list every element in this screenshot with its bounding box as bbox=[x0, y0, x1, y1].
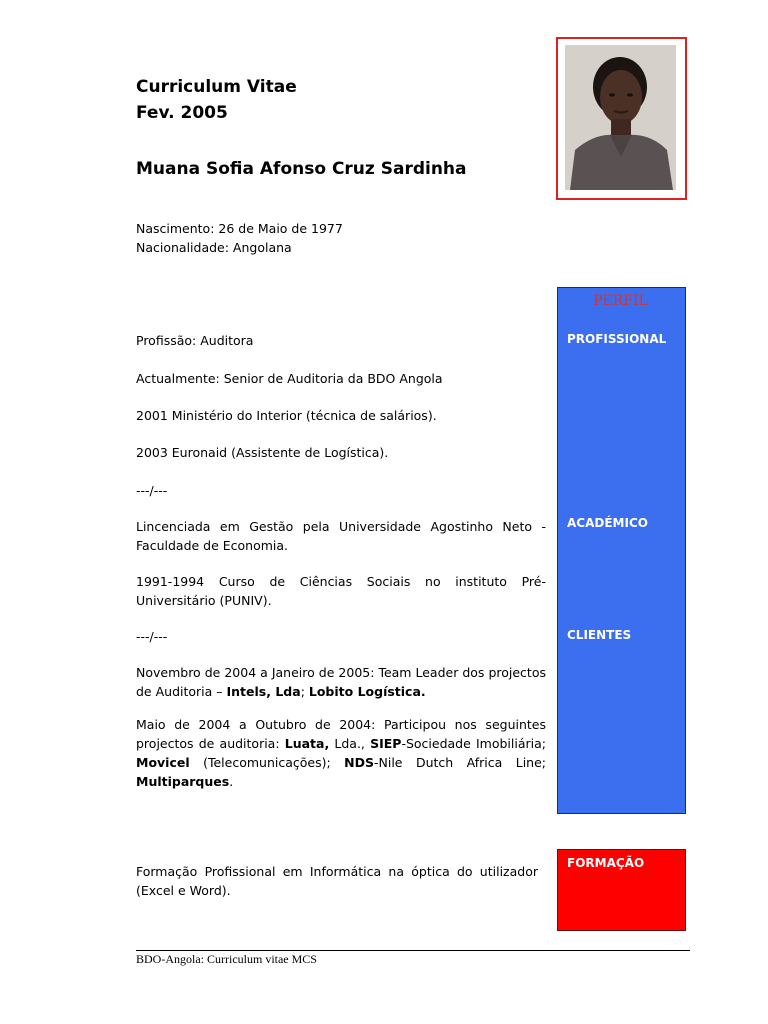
client-entry-2-text-1: Maio de 2004 a Outubro de 2004: Participou nos seguintes projectos de auditoria: bbox=[136, 717, 546, 751]
client-siep: SIEP bbox=[370, 736, 402, 751]
course: 1991-1994 Curso de Ciências Sociais no instituto Pré-Universitário (PUNIV). bbox=[136, 574, 546, 608]
cv-title: Curriculum Vitae bbox=[136, 77, 297, 97]
person-name: Muana Sofia Afonso Cruz Sardinha bbox=[136, 159, 467, 179]
footer-text: BDO-Angola: Curriculum vitae MCS bbox=[136, 952, 317, 966]
client-intels: Intels, Lda bbox=[226, 684, 301, 699]
formacao-label: FORMAÇÃO bbox=[567, 856, 645, 870]
profession: Profissão: Auditora bbox=[136, 333, 254, 348]
client-nds: NDS bbox=[344, 755, 374, 770]
separator-1: ---/--- bbox=[136, 483, 168, 498]
job-2003: 2003 Euronaid (Assistente de Logística). bbox=[136, 445, 389, 460]
portrait-photo bbox=[565, 45, 676, 190]
degree: Lincenciada em Gestão pela Universidade Agostinho Neto - Faculdade de Economia. bbox=[136, 519, 546, 553]
client-luata: Luata, bbox=[284, 736, 330, 751]
client-entry-2-text-3: -Sociedade Imobiliária; bbox=[401, 736, 546, 751]
client-entry-1-sep: ; bbox=[300, 684, 309, 699]
birth-date: Nascimento: 26 de Maio de 1977 bbox=[136, 221, 343, 236]
separator-2: ---/--- bbox=[136, 629, 168, 644]
client-entry-2-text-6: . bbox=[229, 774, 234, 789]
training: Formação Profissional em Informática na óptica do utilizador (Excel e Word). bbox=[136, 864, 538, 898]
profile-sidebar-box bbox=[557, 287, 686, 814]
photo-frame bbox=[556, 37, 687, 200]
client-entry-2-text-2: Lda., bbox=[329, 736, 371, 751]
current-position: Actualmente: Senior de Auditoria da BDO Angola bbox=[136, 371, 443, 386]
client-lobito: Lobito Logística. bbox=[308, 684, 426, 699]
perfil-heading: PERFIL bbox=[593, 293, 648, 309]
client-multiparques: Multiparques bbox=[136, 774, 230, 789]
client-entry-2-text-4: (Telecomunicações); bbox=[189, 755, 345, 770]
job-2001: 2001 Ministério do Interior (técnica de salários). bbox=[136, 408, 437, 423]
client-movicel: Movicel bbox=[136, 755, 190, 770]
nationality: Nacionalidade: Angolana bbox=[136, 240, 292, 255]
cv-date: Fev. 2005 bbox=[136, 103, 228, 123]
academico-label: ACADÉMICO bbox=[567, 516, 648, 530]
profissional-label: PROFISSIONAL bbox=[567, 332, 667, 346]
client-entry-1-text: Novembro de 2004 a Janeiro de 2005: Team Leader dos projectos de Auditoria – bbox=[136, 665, 546, 699]
client-entry-1 bbox=[136, 663, 546, 701]
client-entry-2-text-5: -Nile Dutch Africa Line; bbox=[374, 755, 547, 770]
client-entry-2 bbox=[136, 715, 546, 791]
clientes-label: CLIENTES bbox=[567, 628, 632, 642]
footer-divider bbox=[136, 950, 690, 951]
